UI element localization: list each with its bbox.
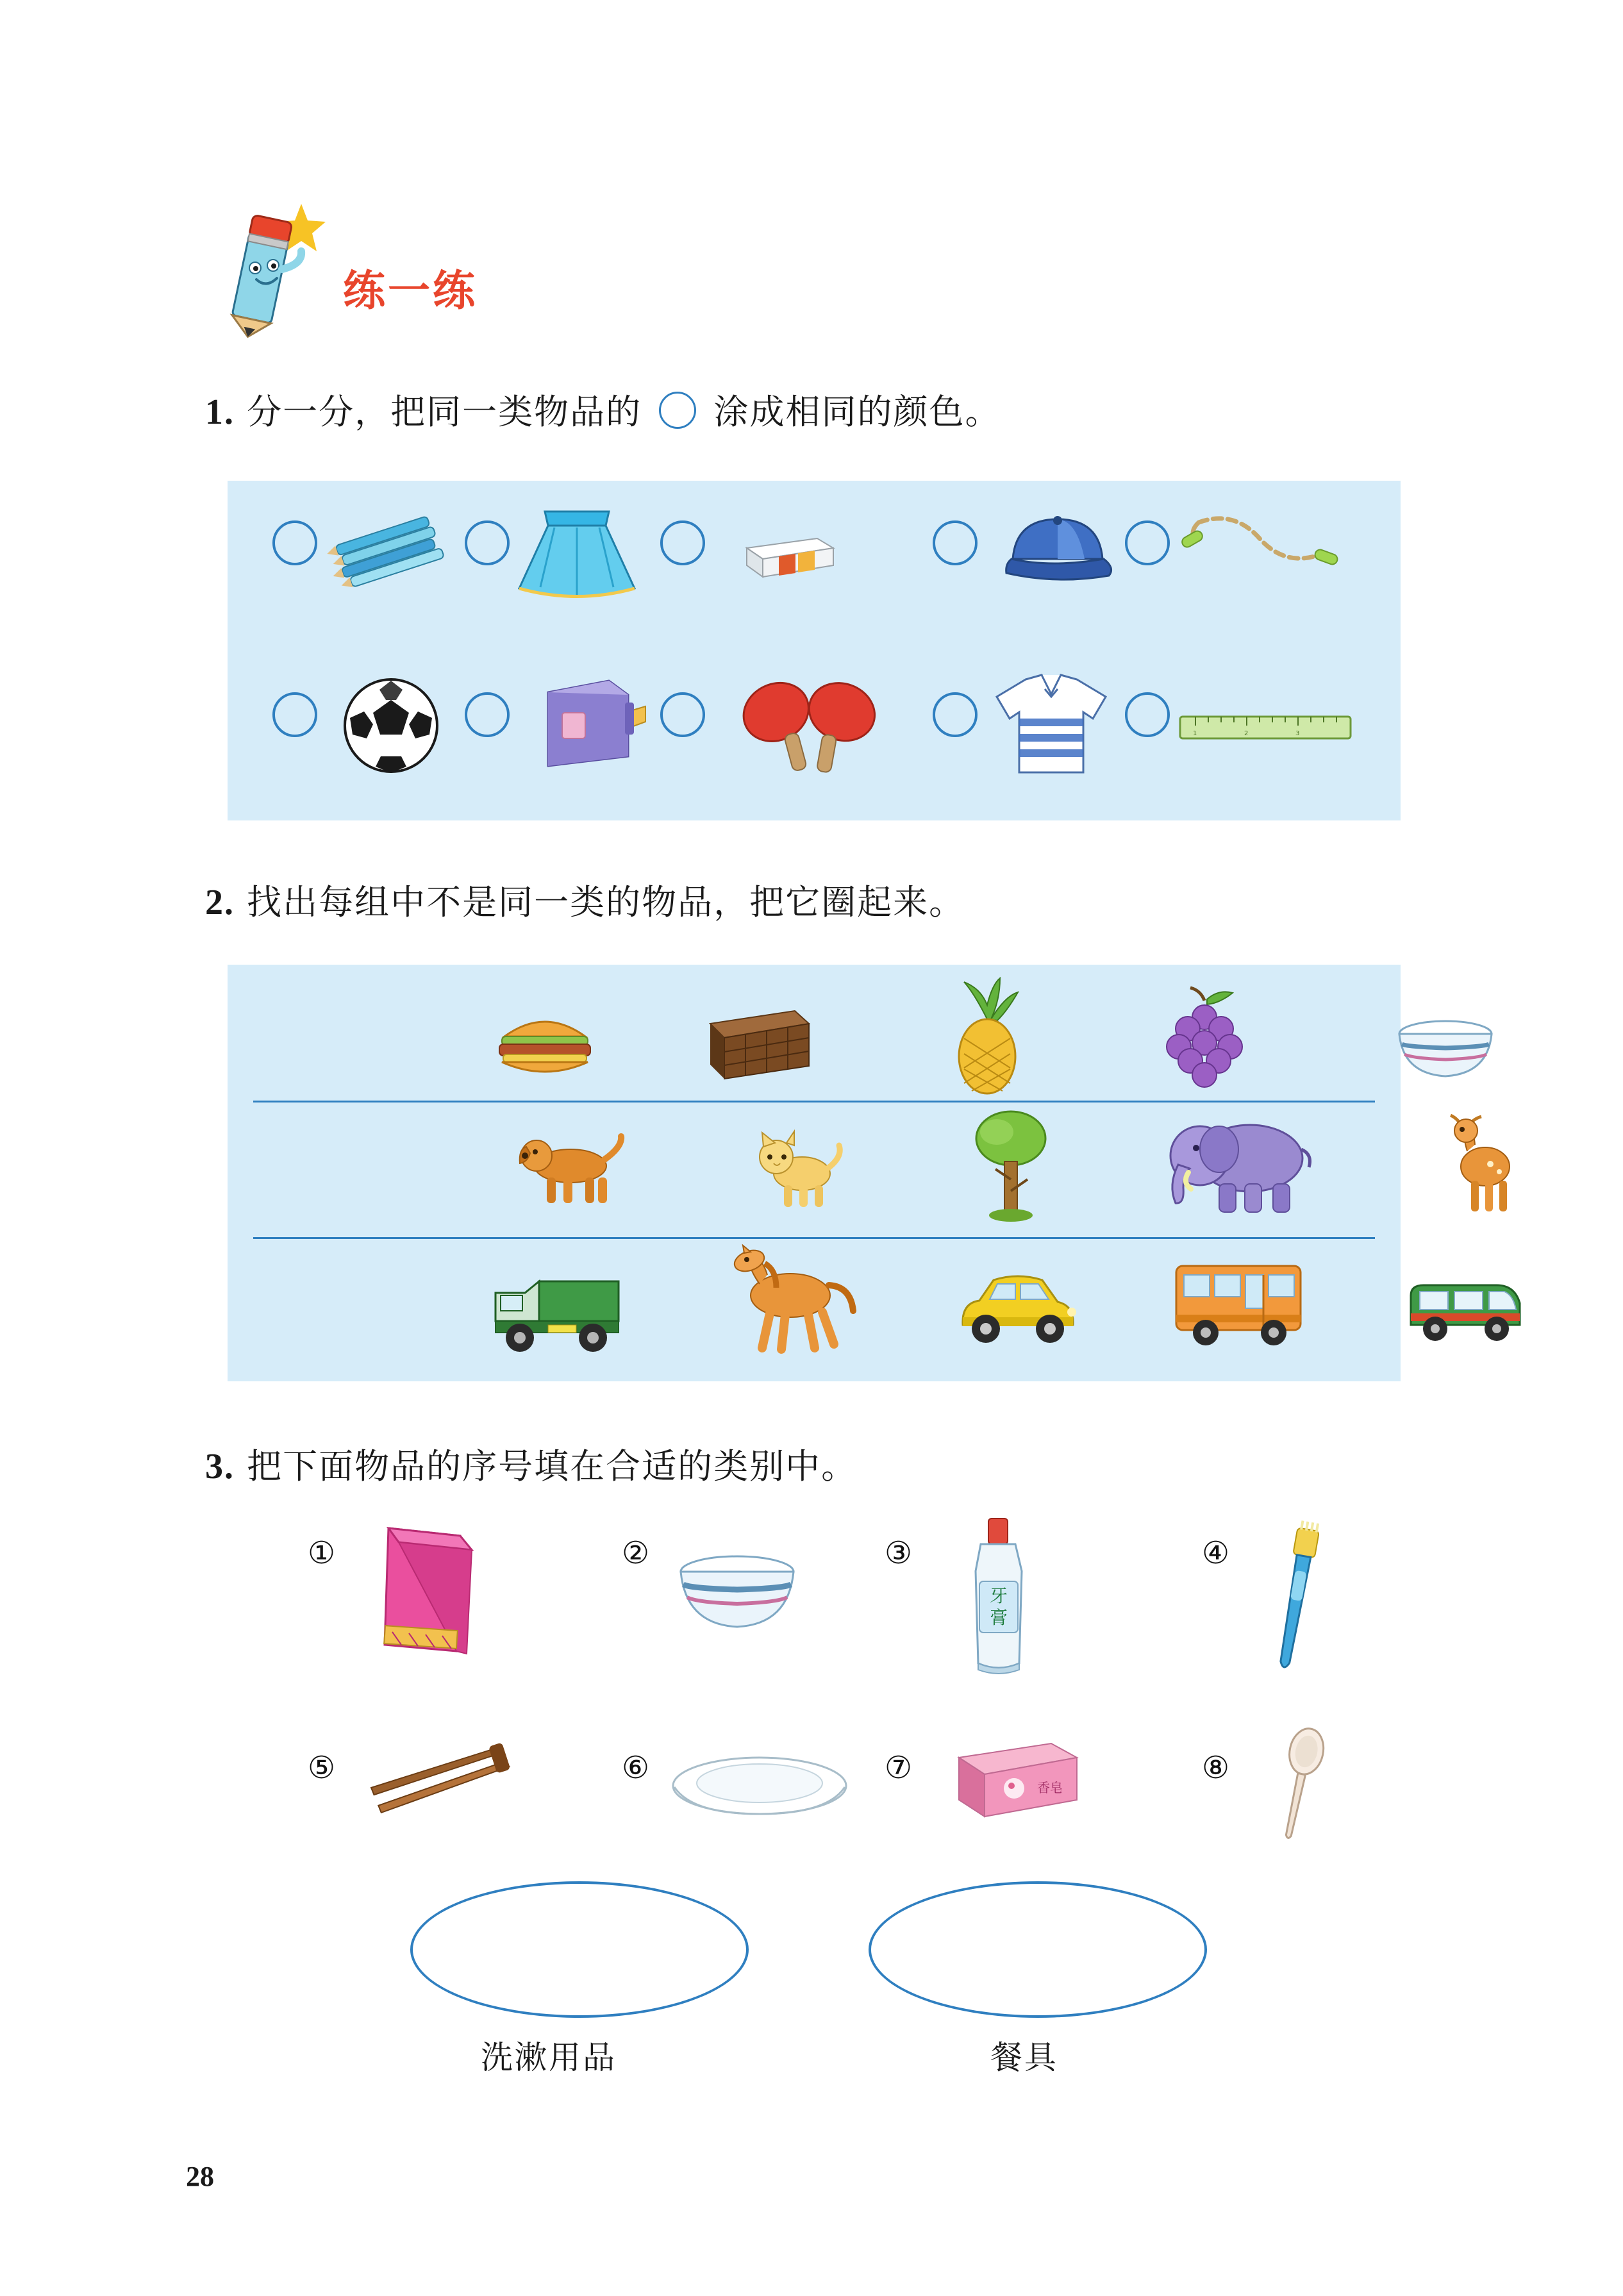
practice-header xyxy=(205,192,590,346)
hamburger-icon[interactable] xyxy=(490,1003,599,1086)
inline-circle-icon xyxy=(659,392,696,429)
dog-icon[interactable] xyxy=(510,1124,631,1213)
row-divider-2 xyxy=(253,1237,1375,1239)
truck-icon[interactable] xyxy=(484,1253,631,1359)
van-icon[interactable] xyxy=(1401,1266,1529,1356)
bowl-icon-2[interactable] xyxy=(667,1545,808,1641)
question-1-body: 分一分，把同一类物品的 xyxy=(247,392,642,432)
item-number-2: ② xyxy=(622,1535,650,1571)
jump-rope-icon xyxy=(1176,503,1343,599)
item-number-3: ③ xyxy=(885,1535,913,1571)
question-3-body: 把下面物品的序号填在合适的类别中。 xyxy=(247,1446,858,1486)
spoon-icon[interactable] xyxy=(1256,1724,1346,1852)
car-icon[interactable] xyxy=(949,1266,1086,1352)
colored-pencils-icon xyxy=(327,510,455,593)
soccer-ball-icon xyxy=(333,667,449,782)
category-label-2: 餐具 xyxy=(990,2039,1058,2076)
toothbrush-icon[interactable] xyxy=(1250,1510,1346,1686)
svg-text:3: 3 xyxy=(1295,730,1300,737)
item-number-8: ⑧ xyxy=(1202,1750,1230,1786)
svg-text:1: 1 xyxy=(1193,730,1197,737)
grapes-icon[interactable] xyxy=(1151,984,1260,1093)
toothpaste-icon[interactable] xyxy=(942,1510,1058,1686)
pencil-mascot-icon xyxy=(205,192,333,340)
towel-icon[interactable] xyxy=(359,1519,500,1673)
item-number-7: ⑦ xyxy=(885,1750,913,1786)
item-number-5: ⑤ xyxy=(308,1750,336,1786)
color-circle-8[interactable] xyxy=(660,692,705,737)
plate-icon[interactable] xyxy=(667,1750,853,1827)
color-circle-9[interactable] xyxy=(933,692,978,737)
svg-text:2: 2 xyxy=(1244,730,1249,737)
sports-shirt-icon xyxy=(981,663,1122,785)
bus-icon[interactable] xyxy=(1163,1253,1311,1356)
color-circle-10[interactable] xyxy=(1125,692,1170,737)
category-oval-2[interactable] xyxy=(869,1881,1207,2018)
deer-icon[interactable] xyxy=(1426,1109,1529,1218)
question-1-number: 1. xyxy=(205,392,235,432)
question-3-number: 3. xyxy=(205,1447,235,1486)
page-number: 28 xyxy=(186,2161,214,2192)
question-2-number: 2. xyxy=(205,883,235,922)
color-circle-5[interactable] xyxy=(1125,520,1170,565)
category-oval-1[interactable] xyxy=(410,1881,749,2018)
color-circle-6[interactable] xyxy=(272,692,317,737)
cat-icon[interactable] xyxy=(747,1124,849,1213)
color-circle-7[interactable] xyxy=(465,692,510,737)
pineapple-icon[interactable] xyxy=(936,974,1038,1099)
question-2-body: 找出每组中不是同一类的物品，把它圈起来。 xyxy=(247,882,965,922)
svg-text:香皂: 香皂 xyxy=(1037,1780,1063,1795)
color-circle-1[interactable] xyxy=(272,520,317,565)
question-2-panel xyxy=(228,965,1401,1381)
eraser-icon xyxy=(734,526,843,590)
elephant-icon[interactable] xyxy=(1160,1113,1320,1216)
color-circle-3[interactable] xyxy=(660,520,705,565)
svg-text:牙: 牙 xyxy=(989,1585,1008,1606)
question-1-panel xyxy=(228,481,1401,820)
bowl-icon[interactable] xyxy=(1388,1010,1503,1086)
ping-pong-paddles-icon xyxy=(734,673,888,782)
color-circle-2[interactable] xyxy=(465,520,510,565)
soap-box-icon[interactable] xyxy=(942,1724,1090,1827)
question-1-text xyxy=(205,385,1001,434)
tree-icon[interactable] xyxy=(965,1102,1061,1227)
ruler-icon xyxy=(1176,705,1356,750)
cap-icon xyxy=(987,506,1128,596)
question-1-body-after: 涂成相同的颜色。 xyxy=(713,392,1001,432)
horse-icon[interactable] xyxy=(715,1247,862,1356)
color-circle-4[interactable] xyxy=(933,520,978,565)
item-number-1: ① xyxy=(308,1535,336,1571)
question-3-text xyxy=(205,1439,857,1488)
item-number-4: ④ xyxy=(1202,1535,1230,1571)
chocolate-bar-icon[interactable] xyxy=(699,1004,817,1085)
pencil-sharpener-icon xyxy=(529,667,651,782)
skirt-icon xyxy=(510,492,644,608)
row-divider-1 xyxy=(253,1101,1375,1102)
page-title: 练一练 xyxy=(343,266,478,315)
chopsticks-icon[interactable] xyxy=(359,1731,526,1827)
category-label-1: 洗漱用品 xyxy=(481,2039,617,2076)
item-number-6: ⑥ xyxy=(622,1750,650,1786)
question-2-text xyxy=(205,875,965,924)
svg-text:膏: 膏 xyxy=(989,1607,1008,1628)
